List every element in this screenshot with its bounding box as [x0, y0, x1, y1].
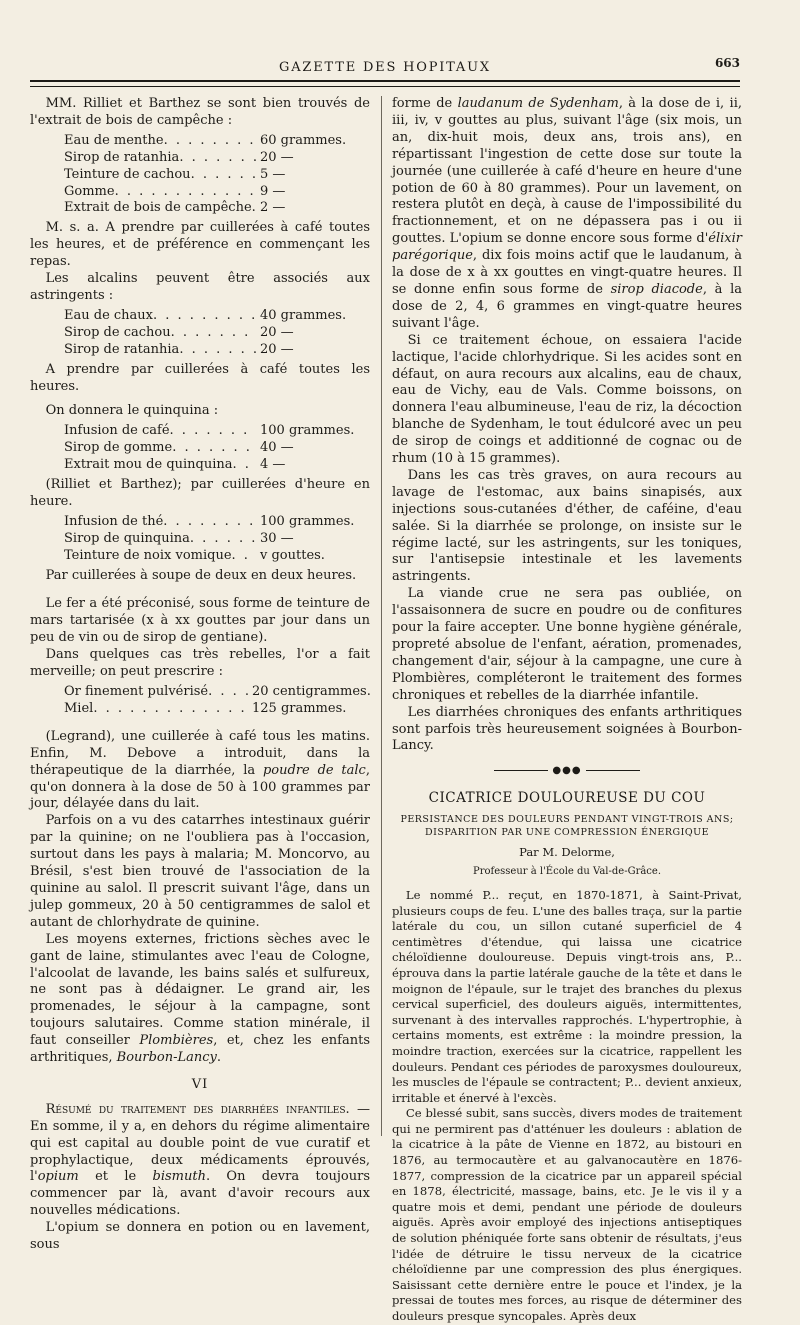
ingredient-quantity: 60 grammes.	[260, 132, 347, 148]
section-separator: ●●●	[392, 763, 742, 780]
prescription-the	[64, 514, 370, 565]
ingredient-name: Extrait de bois de campêche	[64, 200, 252, 216]
paragraph: Dans quelques cas très rebelles, l'or a fait merveille; on peut prescrire :	[30, 647, 370, 680]
paragraph: M. s. a. A prendre par cuillerées à café toutes les heures, et de préférence en commençant les repas.	[30, 220, 370, 270]
article-title: CICATRICE DOULOUREUSE DU COU	[428, 790, 706, 807]
ingredient-name: Sirop de cachou	[64, 324, 171, 340]
paragraph: (Rilliet et Barthez); par cuillerées d'heure en heure.	[30, 477, 370, 509]
leader-dots	[232, 548, 256, 565]
prescription-row	[64, 440, 370, 457]
ingredient-quantity: 4 —	[260, 457, 286, 473]
ingredient-quantity: 100 grammes.	[260, 423, 355, 439]
ingredient-name: Teinture de noix vomique	[64, 547, 232, 563]
paragraph: Les alcalins peuvent être associés aux astringents :	[30, 271, 370, 303]
paragraph: forme de laudanum de Sydenham, à la dose de i, ii, iii, iv, v gouttes au plus, suivant l'âge (six mois, un an, dix-huit mois, deux ans, trois ans), en répartissant l'ingestion de cette dose sur toute la journée (une cuillerée à café d'heure en heure d'une potion de 60 à 80 grammes). Pour un lavement, on restera plutôt en deçà, à cause de l'impossibilité du fractionnement, et on ne dépassera pas i ou ii gouttes. L'opium se donne encore sous forme d'élixir parégorique, dix fois moins actif que le laudanum, à la dose de x à xx gouttes en vingt-quatre heures. Il se donne enfin sous forme de sirop diacode, à la dose de 2, 4, 6 grammes en vingt-quatre heures suivant l'âge.	[392, 96, 742, 331]
ingredient-quantity: 100 grammes.	[260, 513, 355, 529]
prescription-row	[64, 342, 370, 359]
prescription-row	[64, 167, 370, 184]
ingredient-quantity: 20 centigrammes.	[252, 684, 371, 699]
leader-dots	[179, 342, 256, 359]
ingredient-name: Gomme	[64, 183, 115, 199]
leader-dots	[163, 514, 256, 531]
prescription-alcalins	[64, 308, 370, 359]
ingredient-name: Sirop de ratanhia	[64, 149, 180, 165]
prescription-row	[64, 514, 370, 531]
prescription-row	[64, 325, 370, 342]
header-rule-thin	[30, 86, 740, 87]
ingredient-name: Sirop de quinquina	[64, 530, 190, 546]
leader-dots	[190, 531, 256, 548]
ingredient-name: Infusion de café	[64, 423, 170, 439]
prescription-campeche	[64, 133, 370, 218]
ingredient-quantity: 2 —	[260, 200, 286, 216]
paragraph: Les moyens externes, frictions sèches avec le gant de laine, stimulantes avec l'eau de Cologne, l'alcoolat de lavande, les bains salés et sulfureux, ne sont pas à dédaigner. Le grand air, les promenades, le séjour à la campagne, sont toujours salutaires. Comme station minérale, il faut conseiller Plombières, et, chez les enfants arthritiques, Bourbon-Lancy.	[30, 931, 370, 1066]
leader-dots	[93, 701, 248, 718]
ingredient-name: Eau de chaux	[64, 307, 154, 323]
ingredient-name: Infusion de thé	[64, 513, 164, 529]
paragraph: MM. Rilliet et Barthez se sont bien trouvés de l'extrait de bois de campêche :	[30, 96, 370, 128]
paragraph: (Legrand), une cuillerée à café tous les matins. Enfin, M. Debove a introduit, dans la thérapeutique de la diarrhée, la poudre de talc, qu'on donnera à la dose de 50 à 100 grammes par jour, délayée dans du lait.	[30, 728, 370, 812]
leader-dots	[170, 423, 256, 440]
prescription-row	[64, 200, 370, 217]
prescription-row	[64, 308, 370, 325]
header-rule-thick	[30, 80, 740, 82]
ingredient-quantity: 5 —	[260, 166, 286, 182]
leader-dots	[115, 184, 256, 201]
leader-dots	[233, 457, 256, 474]
leader-dots	[164, 133, 256, 150]
ingredient-quantity: 20 —	[260, 149, 294, 165]
paragraph: Ce blessé subit, sans succès, divers modes de traitement qui ne permirent pas d'atténuer les douleurs : ablation de la cicatrice à la pâte de Vienne en 1872, au bistouri en 1876, au termocautère et au galvanocautère en 1876-1877, compression de la cicatrice par un appareil spécial en 1878, électricité, massage, bains, etc. Je le vis il y a quatre mois et demi, pendant une période de douleurs aiguës. Après avoir employé des injections antiseptiques de solution phéniquée forte sans obtenir de résultats, j'eus l'idée de détruire le tissu nerveux de la cicatrice chéloïdienne par une compression des plus énergiques. Saisissant cette dernière entre le pouce et l'index, je la pressai de toutes mes forces, au risque de déterminer des douleurs presque syncopales. Après deux	[392, 1106, 742, 1323]
leader-dots	[171, 325, 256, 342]
page-number: 663	[714, 56, 740, 70]
leader-dots	[179, 150, 256, 167]
running-header	[30, 56, 740, 78]
ingredient-quantity: 40 grammes.	[260, 307, 347, 323]
prescription-row	[64, 423, 370, 440]
paragraph: Par cuillerées à soupe de deux en deux heures.	[45, 567, 357, 583]
paragraph: Les diarrhées chroniques des enfants arthritiques sont parfois très heureusement soignées à Bourbon-Lancy.	[392, 704, 742, 754]
ingredient-quantity: 9 —	[260, 183, 286, 199]
ingredient-name: Or finement pulvérisé	[64, 684, 209, 699]
leader-dots	[153, 308, 256, 325]
right-column	[392, 96, 742, 1325]
ingredient-name: Teinture de cachou	[64, 166, 191, 182]
section-number: VI	[191, 1076, 209, 1092]
paragraph: Résumé du traitement des diarrhées infantiles. — En somme, il y a, en dehors du régime alimentaire qui est capital au double point de vue curatif et prophylactique, deux médicaments éprouvés, l'opium et le bismuth. On devra toujours commencer par là, avant d'avoir recours aux nouvelles médications.	[30, 1101, 370, 1219]
paragraph: Le nommé P... reçut, en 1870-1871, à Saint-Privat, plusieurs coups de feu. L'une des balles traça, sur la partie latérale du cou, un sillon cutané superficiel de 4 centimètres d'étendue, qui laissa une cicatrice chéloïdienne douloureuse. Depuis vingt-trois ans, P... éprouva dans la partie latérale gauche de la tête et dans le moignon de l'épaule, sur le trajet des branches du plexus cervical superficiel, des douleurs aiguës, intermittentes, survenant à des intervalles rapprochés. L'hypertrophie, à certains moments, est extrême : la moindre pression, la moindre traction, exercées sur la cicatrice, rappellent les douleurs. Pendant ces périodes de paroxysmes douloureux, les muscles de l'épaule se contractent; P... devient anxieux, irritable et énervé à l'excès.	[392, 887, 742, 1105]
prescription-row	[64, 684, 370, 701]
left-column	[30, 96, 370, 1254]
leader-dots	[172, 440, 256, 457]
prescription-row	[64, 701, 370, 718]
paragraph: On donnera le quinquina :	[45, 403, 219, 419]
ingredient-quantity: 40 —	[260, 440, 294, 456]
article-subtitle: PERSISTANCE DES DOULEURS PENDANT VINGT-TROIS ANS; DISPARITION PAR UNE COMPRESSION ÉNERGIQUE	[400, 814, 734, 839]
prescription-or	[64, 684, 370, 718]
article-author: Par M. Delorme,	[519, 845, 615, 860]
paragraph: Si ce traitement échoue, on essaiera l'acide lactique, l'acide chlorhydrique. Si les acides sont en défaut, on aura recours aux alcalins, eau de chaux, eau de Vichy, eau de Vals. Comme boissons, on donnera l'eau albumineuse, l'eau de riz, la décoction blanche de Sydenham, le tout édulcoré avec un peu de sirop de coings et additionné de cognac ou de rhum (10 à 15 grammes).	[392, 332, 742, 467]
leader-dots	[191, 167, 256, 184]
prescription-row	[64, 457, 370, 474]
ingredient-name: Sirop de gomme	[64, 440, 173, 456]
ingredient-quantity: 20 —	[260, 341, 294, 357]
prescription-row	[64, 531, 370, 548]
prescription-row	[64, 133, 370, 150]
prescription-row	[64, 150, 370, 167]
prescription-row	[64, 184, 370, 201]
paragraph: A prendre par cuillerées à café toutes les heures.	[30, 361, 370, 394]
ingredient-name: Miel	[64, 700, 94, 716]
prescription-row	[64, 548, 370, 565]
prescription-quinquina	[64, 423, 370, 474]
ingredient-quantity: 20 —	[260, 324, 294, 340]
ingredient-quantity: 125 grammes.	[252, 700, 347, 716]
ingredient-name: Sirop de ratanhia	[64, 341, 180, 357]
ingredient-name: Eau de menthe	[64, 132, 164, 148]
ingredient-name: Extrait mou de quinquina	[64, 457, 233, 473]
paragraph: Le fer a été préconisé, sous forme de teinture de mars tartarisée (x à xx gouttes par jour dans un peu de vin ou de sirop de gentiane).	[30, 596, 370, 646]
leader-dots	[208, 684, 248, 701]
ingredient-quantity: 30 —	[260, 530, 294, 546]
column-divider	[381, 96, 382, 1136]
paragraph: La viande crue ne sera pas oubliée, on l'assaisonnera de sucre en poudre ou de confitures pour la faire accepter. Une bonne hygiène générale, propreté absolue de l'enfant, aération, promenades, changement d'air, séjour à la campagne, une cure à Plombières, compléteront le traitement des formes chroniques et rebelles de la diarrhée infantile.	[392, 586, 742, 703]
author-affiliation: Professeur à l'École du Val-de-Grâce.	[472, 866, 662, 878]
paragraph: L'opium se donnera en potion ou en lavement, sous	[30, 1220, 370, 1253]
paragraph: Parfois on a vu des catarrhes intestinaux guérir par la quinine; on ne l'oubliera pas à l'occasion, surtout dans les pays à malaria; M. Moncorvo, au Brésil, s'est bien trouvé de l'association de la quinine au salol. Il prescrit suivant l'âge, dans un julep gommeux, 20 à 50 centigrammes de salol et autant de chlorhydrate de quinine.	[30, 813, 370, 930]
journal-title: GAZETTE DES HOPITAUX	[279, 60, 491, 75]
paragraph: Dans les cas très graves, on aura recours au lavage de l'estomac, aux bains sinapisés, aux injections sous-cutanées d'éther, de caféine, d'eau salée. Si la diarrhée se prolonge, on insiste sur le régime lacté, sur les astringents, sur les toniques, sur l'antisepsie intestinale et les lavements astringents.	[392, 467, 742, 585]
ingredient-quantity: v gouttes.	[260, 547, 325, 563]
